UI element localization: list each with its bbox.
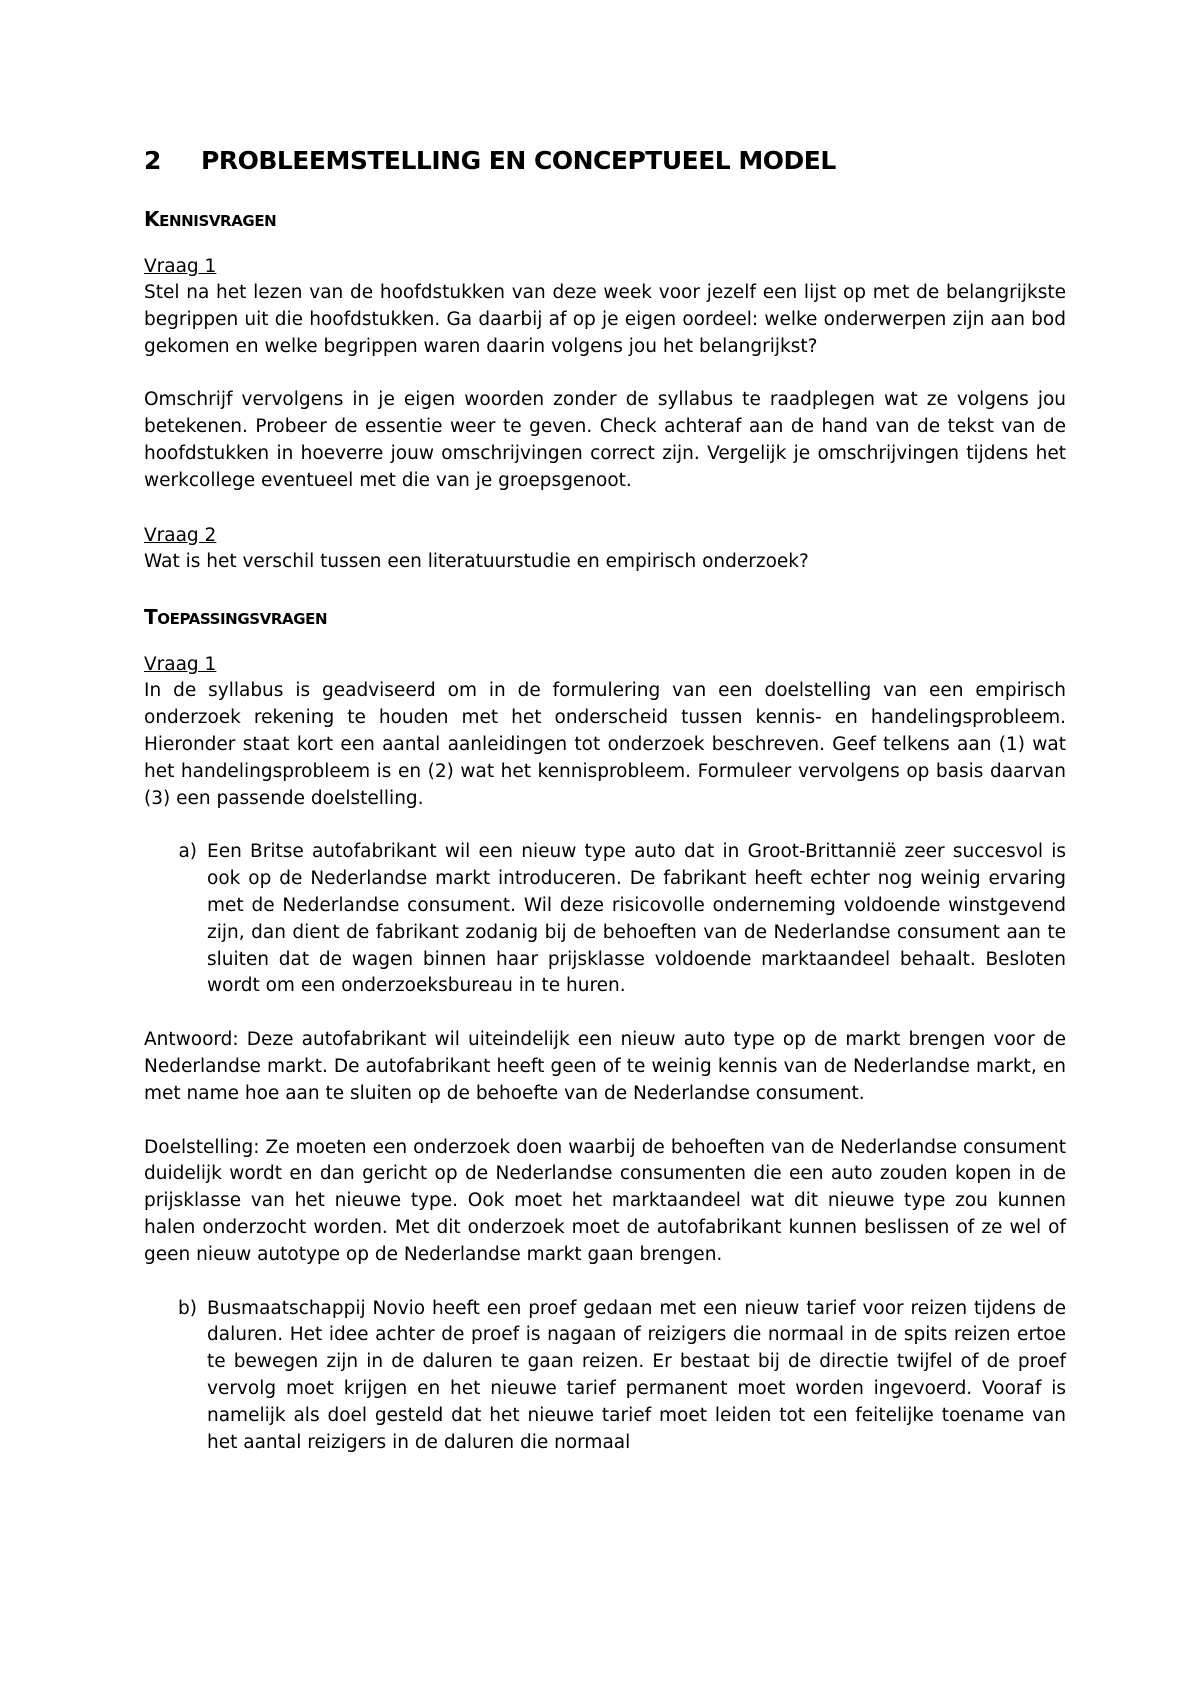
chapter-heading bbox=[144, 146, 1066, 175]
document-body bbox=[144, 146, 1066, 1483]
question-text: Wat is het verschil tussen een literatuurstudie en empirisch onderzoek? bbox=[144, 550, 809, 572]
list-item-label: a) bbox=[178, 841, 197, 863]
question-label: Vraag 1 bbox=[144, 256, 217, 277]
list-item bbox=[144, 839, 1066, 1000]
section-heading-toepassingsvragen bbox=[144, 605, 1066, 629]
list-item-text: Busmaatschappij Novio heeft een proef gedaan met een nieuw tarief voor reizen tijdens de daluren. Het idee achter de proef is nagaan of reizigers die normaal in de spits reizen ertoe te bewegen zijn in de daluren te gaan reizen. Er bestaat bij de directie twijfel of de proef vervolg moet krijgen en het nieuwe tarief permanent moet worden ingevoerd. Vooraf is namelijk als doel gesteld dat het nieuwe tarief moet leiden tot een feitelijke toename van het aantal reizigers in de daluren die normaal bbox=[207, 1297, 1066, 1453]
heading-initial: T bbox=[144, 605, 158, 630]
question-text: In de syllabus is geadviseerd om in de formulering van een doelstelling van een empirisch onderzoek rekening te houden met het onderscheid tussen kennis- en handelingsprobleem. Hieronder staat kort een aantal aanleidingen tot onderzoek beschreven. Geef telkens aan (1) wat het handelingsprobleem is en (2) wat het kennisprobleem. Formuleer vervolgens op basis daarvan (3) een passende doelstelling. bbox=[144, 680, 1066, 809]
answer-text: Antwoord: Deze autofabrikant wil uiteindelijk een nieuw auto type op de markt brengen voor de Nederlandse markt. De autofabrikant heeft geen of te weinig kennis van de Nederlandse markt, en met name hoe aan te sluiten op de behoefte van de Nederlandse consument. bbox=[144, 1029, 1066, 1104]
goal-text: Doelstelling: Ze moeten een onderzoek doen waarbij de behoeften van de Nederlandse consument duidelijk wordt en dan gericht op de Nederlandse consumenten die een auto zouden kopen in de prijsklasse van het nieuwe type. Ook moet het marktaandeel wat dit nieuwe type zou kunnen halen onderzocht worden. Met dit onderzoek moet de autofabrikant kunnen beslissen of ze wel of geen nieuw autotype op de Nederlandse markt gaan brengen. bbox=[144, 1136, 1066, 1265]
section-heading-kennisvragen bbox=[144, 207, 1066, 231]
question-text: Omschrijf vervolgens in je eigen woorden zonder de syllabus te raadplegen wat ze volgens jou betekenen. Probeer de essentie weer te geven. Check achteraf aan de hand van de tekst van de hoofdstukken in hoeverre jouw omschrijvingen correct zijn. Vergelijk je omschrijvingen tijdens het werkcollege eventueel met die van je groepsgenoot. bbox=[144, 389, 1066, 491]
chapter-number: 2 bbox=[144, 146, 161, 175]
question-text: Stel na het lezen van de hoofdstukken van deze week voor jezelf een lijst op met de belangrijkste begrippen uit die hoofdstukken. Ga daarbij af op je eigen oordeel: welke onderwerpen zijn aan bod gekomen en welke begrippen waren daarin volgens jou het belangrijkst? bbox=[144, 282, 1066, 357]
chapter-title: PROBLEEMSTELLING EN CONCEPTUEEL MODEL bbox=[201, 146, 836, 175]
heading-rest: ENNISVRAGEN bbox=[159, 212, 277, 230]
list-item bbox=[144, 1296, 1066, 1457]
question-label: Vraag 2 bbox=[144, 524, 217, 546]
heading-rest: OEPASSINGSVRAGEN bbox=[157, 610, 328, 629]
heading-initial: K bbox=[144, 207, 160, 231]
list-item-label: b) bbox=[178, 1297, 197, 1319]
list-item-text: Een Britse autofabrikant wil een nieuw type auto dat in Groot-Brittannië zeer succesvol is ook op de Nederlandse markt introduceren. De fabrikant heeft echter nog weinig ervaring met de Nederlandse consument. Wil deze risicovolle onderneming voldoende winstgevend zijn, dan dient de fabrikant zodanig bij de behoeften van de Nederlandse consument aan te sluiten dat de wagen binnen haar prijsklasse voldoende marktaandeel behaalt. Besloten wordt om een onderzoeksbureau in te huren. bbox=[207, 841, 1066, 997]
question-label: Vraag 1 bbox=[144, 654, 217, 676]
